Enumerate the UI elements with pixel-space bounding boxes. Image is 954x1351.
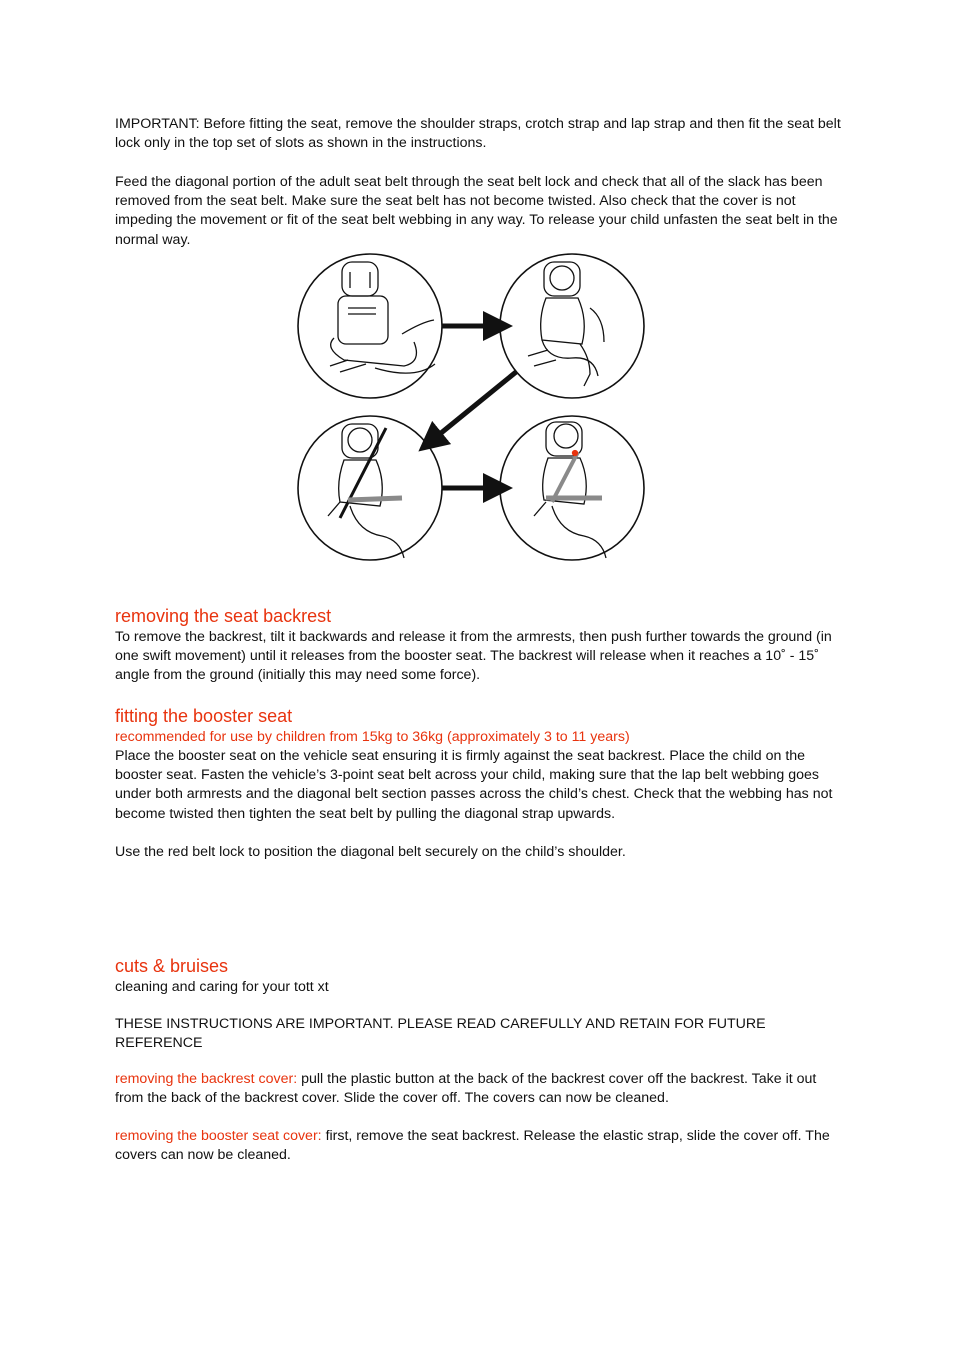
fitting-paragraph: Place the booster seat on the vehicle seat ensuring it is firmly against the seat backrest. Place the child on the booster seat. Fasten the vehicle’s 3-point seat belt across your child, making sure that the lap belt webbing goes under both armrests and the diagonal belt section passes across the child’s chest. Check that the webbing has not become twisted then tighten the seat belt by pulling the diagonal strap upwards. xyxy=(115,748,833,822)
cuts-bruises-heading: cuts & bruises xyxy=(115,956,229,976)
fitting-subheading: recommended for use by children from 15kg to 36kg (approximately 3 to 11 years) xyxy=(115,729,630,745)
red-belt-lock-note: Use the red belt lock to position the diagonal belt securely on the child’s shoulder. xyxy=(115,844,626,860)
important-paragraph: IMPORTANT: Before fitting the seat, remove the shoulder straps, crotch strap and lap strap and then fit the seat belt lock only in the top set of slots as shown in the instructions. xyxy=(115,116,841,152)
arrow-step2-to-step3 xyxy=(430,372,516,442)
cleaning-subtitle: cleaning and caring for your tott xt xyxy=(115,979,329,995)
step-belt-routing-illustration xyxy=(298,416,442,560)
booster-cover-paragraph xyxy=(115,1127,845,1165)
booster-cover-label: removing the booster seat cover: xyxy=(115,1128,322,1144)
step-child-seated-illustration xyxy=(500,254,644,398)
backrest-cover-text: pull the plastic button at the back of the backrest cover off the backrest. Take it out from the back of the backrest cover. Slide the cover off. The covers can now be cleaned. xyxy=(115,1071,817,1107)
fitting-heading: fitting the booster seat xyxy=(115,706,293,726)
removing-backrest-heading: removing the seat backrest xyxy=(115,606,332,626)
step-belt-fastened-illustration xyxy=(500,416,644,560)
step-seat-empty-illustration xyxy=(298,254,442,398)
feed-belt-paragraph: Feed the diagonal portion of the adult seat belt through the seat belt lock and check that all of the slack has been removed from the seat belt. Make sure the seat belt has not become twisted. Also check that the cover is not impeding the movement or fit of the seat belt webbing in any way. To release your child unfasten the seat belt in the normal way. xyxy=(115,174,838,248)
removing-backrest-paragraph: To remove the backrest, tilt it backwards and release it from the armrests, then push further towards the ground (in one swift movement) until it releases from the booster seat. The backrest will release when it reaches a 10˚ - 15˚ angle from the ground (initially this may need some force). xyxy=(115,629,832,684)
fitting-diagram xyxy=(290,248,660,568)
backrest-cover-label: removing the backrest cover: xyxy=(115,1071,298,1087)
booster-cover-text: first, remove the seat backrest. Release the elastic strap, slide the cover off. The covers can now be cleaned. xyxy=(115,1128,830,1164)
backrest-cover-paragraph xyxy=(115,1070,845,1108)
important-retain-notice: THESE INSTRUCTIONS ARE IMPORTANT. PLEASE READ CAREFULLY AND RETAIN FOR FUTURE REFERENCE xyxy=(115,1016,766,1052)
